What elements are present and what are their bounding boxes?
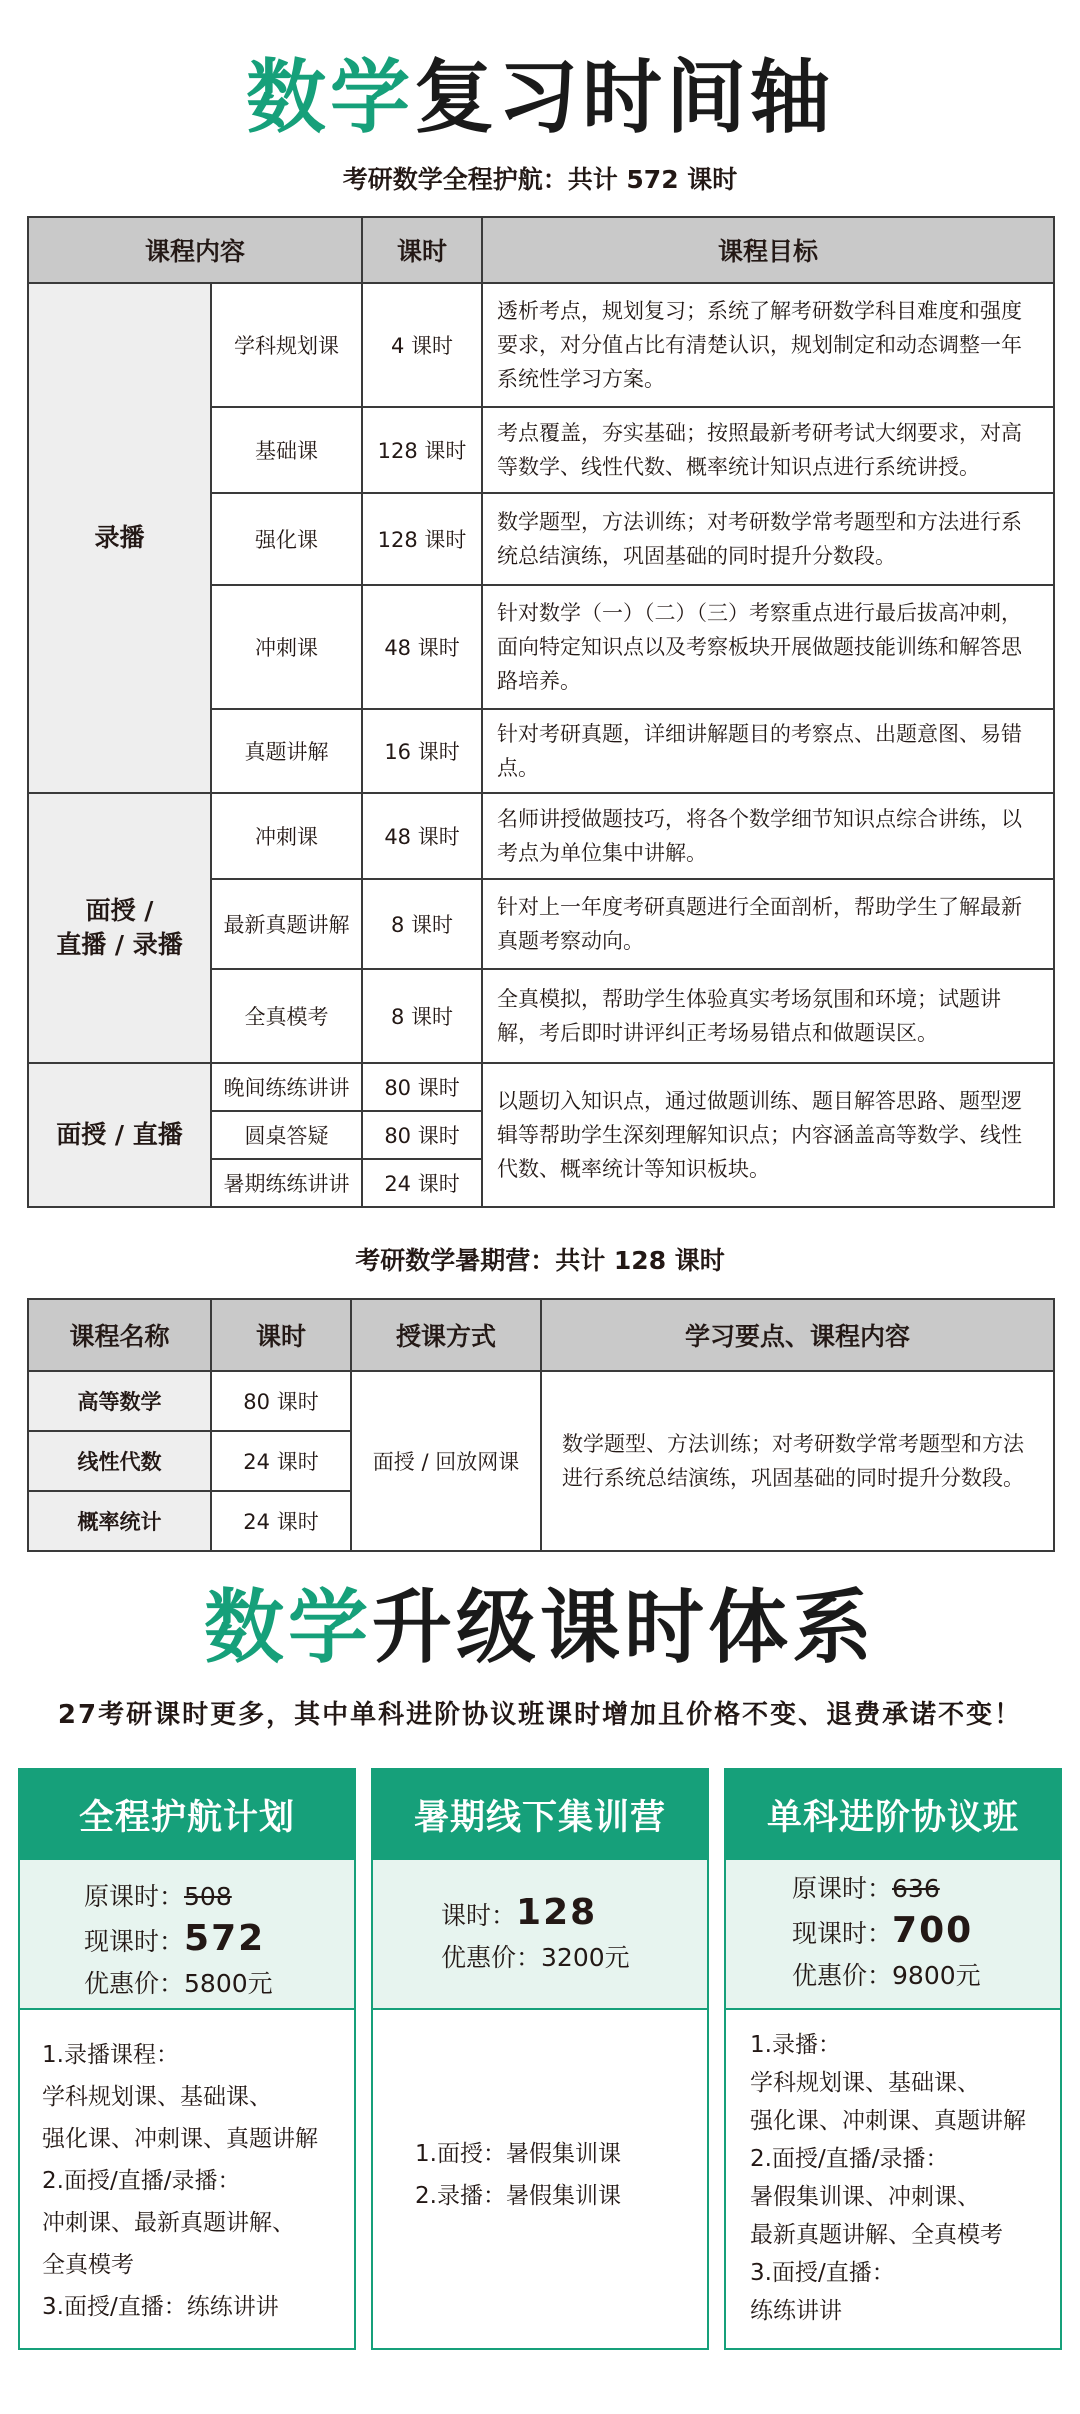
plan-card-summer [371,1768,709,2350]
list-item: 学科规划课、基础课、 [750,2070,980,2096]
header-cell: 课时 [362,217,482,283]
course-name: 圆桌答疑 [211,1111,362,1159]
header-cell: 授课方式 [351,1299,541,1371]
course-goal: 以题切入知识点，通过做题训练、题目解答思路、题型逻辑等帮助学生深刻理解知识点；内容涵盖高等数学、线性代数、概率统计等知识板块。 [482,1063,1054,1207]
course-goal: 针对数学（一）（二）（三）考察重点进行最后拔高冲刺，面向特定知识点以及考察板块开展做题技能训练和解答思路培养。 [482,585,1054,709]
card-items [726,2010,1060,2330]
group-cell: 录播 [28,283,211,793]
course-goal: 考点覆盖，夯实基础；按照最新考研考试大纲要求，对高等数学、线性代数、概率统计知识点进行系统讲授。 [482,407,1054,493]
subject-name: 线性代数 [28,1431,211,1491]
hours-label: 课时： [441,1901,517,1930]
table-row [28,793,1054,879]
orig-hours-value: 508 [184,1882,232,1911]
course-hours: 8 课时 [362,879,482,969]
card-pricing [20,1860,354,2010]
hours-value: 128 [516,1892,598,1933]
course-hours: 80 课时 [362,1111,482,1159]
list-item: 3.面授/直播：练练讲讲 [42,2294,279,2320]
table-header-row [28,1299,1054,1371]
now-hours-label: 现课时： [84,1927,185,1956]
title-main: 升级课时体系 [372,1581,876,1674]
header-cell: 课程目标 [482,217,1054,283]
orig-hours-value: 636 [892,1874,940,1903]
header-cell: 课时 [211,1299,351,1371]
table-row [28,1371,1054,1431]
card-title: 暑期线下集训营 [373,1770,707,1860]
subject-name: 高等数学 [28,1371,211,1431]
study-content: 数学题型、方法训练；对考研数学常考题型和方法进行系统总结演练，巩固基础的同时提升分数段。 [541,1371,1054,1551]
table-header-row [28,217,1054,283]
subject-hours: 24 课时 [211,1491,351,1551]
card-title: 全程护航计划 [20,1770,354,1860]
list-item: 2.录播：暑假集训课 [415,2183,621,2209]
price-value: 9800元 [892,1961,981,1990]
price-value: 5800元 [184,1969,273,1998]
table-row [28,1063,1054,1111]
subject-hours: 80 课时 [211,1371,351,1431]
list-item: 3.面授/直播： [750,2260,895,2286]
now-hours-value: 572 [184,1918,266,1959]
header-cell: 学习要点、课程内容 [541,1299,1054,1371]
price-label: 优惠价： [441,1943,542,1972]
orig-hours-label: 原课时： [84,1882,185,1911]
subject-name: 概率统计 [28,1491,211,1551]
course-goal: 全真模拟，帮助学生体验真实考场氛围和环境；试题讲解，考后即时讲评纠正考场易错点和做题误区。 [482,969,1054,1063]
list-item: 2.面授/直播/录播： [750,2146,949,2172]
now-hours-label: 现课时： [792,1919,893,1948]
course-name: 基础课 [211,407,362,493]
card-title: 单科进阶协议班 [726,1770,1060,1860]
section-title [0,1578,1080,1678]
list-item: 1.录播课程： [42,2042,179,2068]
course-name: 晚间练练讲讲 [211,1063,362,1111]
course-name: 真题讲解 [211,709,362,793]
card-pricing [373,1860,707,2010]
card-pricing [726,1860,1060,2010]
course-goal: 针对上一年度考研真题进行全面剖析，帮助学生了解最新真题考察动向。 [482,879,1054,969]
list-item: 1.面授：暑假集训课 [415,2141,621,2167]
list-item: 冲刺课、最新真题讲解、 [42,2210,295,2236]
summer-camp-table [27,1298,1055,1552]
course-hours: 48 课时 [362,793,482,879]
course-name: 学科规划课 [211,283,362,407]
course-hours: 80 课时 [362,1063,482,1111]
list-item: 最新真题讲解、全真模考 [750,2222,1003,2248]
title-main: 复习时间轴 [414,51,834,144]
course-name: 全真模考 [211,969,362,1063]
list-item: 全真模考 [42,2252,134,2278]
course-name: 最新真题讲解 [211,879,362,969]
course-hours: 8 课时 [362,969,482,1063]
teaching-method: 面授 / 回放网课 [351,1371,541,1551]
list-item: 强化课、冲刺课、真题讲解 [750,2108,1026,2134]
course-name: 冲刺课 [211,793,362,879]
slogan: 27考研课时更多，其中单科进阶协议班课时增加且价格不变、退费承诺不变！ [57,1700,1023,1730]
list-item: 暑假集训课、冲刺课、 [750,2184,980,2210]
price-label: 优惠价： [792,1961,893,1990]
subject-hours: 24 课时 [211,1431,351,1491]
plan-card-advanced [724,1768,1062,2350]
list-item: 学科规划课、基础课、 [42,2084,272,2110]
list-item: 强化课、冲刺课、真题讲解 [42,2126,318,2152]
page-title [0,48,1080,148]
course-hours: 128 课时 [362,493,482,585]
title-accent: 数学 [246,51,414,144]
course-hours: 4 课时 [362,283,482,407]
course-name: 强化课 [211,493,362,585]
plan-card-full [18,1768,356,2350]
list-item: 练练讲讲 [750,2298,842,2324]
course-name: 暑期练练讲讲 [211,1159,362,1207]
course1-heading: 考研数学全程护航：共计 572 课时 [342,165,738,194]
course-goal: 针对考研真题，详细讲解题目的考察点、出题意图、易错点。 [482,709,1054,793]
group-cell: 面授 / 直播 / 录播 [28,793,211,1063]
now-hours-value: 700 [892,1910,974,1951]
list-item: 1.录播： [750,2032,841,2058]
course-hours: 128 课时 [362,407,482,493]
group-cell: 面授 / 直播 [28,1063,211,1207]
orig-hours-label: 原课时： [792,1874,893,1903]
course2-heading: 考研数学暑期营：共计 128 课时 [355,1246,725,1275]
course-timeline-table [27,216,1055,1208]
list-item: 2.面授/直播/录播： [42,2168,241,2194]
card-items [20,2010,354,2328]
course-goal: 透析考点，规划复习；系统了解考研数学科目难度和强度要求，对分值占比有清楚认识，规划制定和动态调整一年系统性学习方案。 [482,283,1054,407]
card-items [373,2010,707,2340]
course-goal: 数学题型，方法训练；对考研数学常考题型和方法进行系统总结演练，巩固基础的同时提升分数段。 [482,493,1054,585]
price-value: 3200元 [541,1943,630,1972]
course-hours: 48 课时 [362,585,482,709]
course-goal: 名师讲授做题技巧，将各个数学细节知识点综合讲练，以考点为单位集中讲解。 [482,793,1054,879]
course-hours: 16 课时 [362,709,482,793]
header-cell: 课程名称 [28,1299,211,1371]
price-label: 优惠价： [84,1969,185,1998]
header-cell: 课程内容 [28,217,362,283]
table-row [28,283,1054,407]
course-name: 冲刺课 [211,585,362,709]
course-hours: 24 课时 [362,1159,482,1207]
title-accent: 数学 [204,1581,372,1674]
